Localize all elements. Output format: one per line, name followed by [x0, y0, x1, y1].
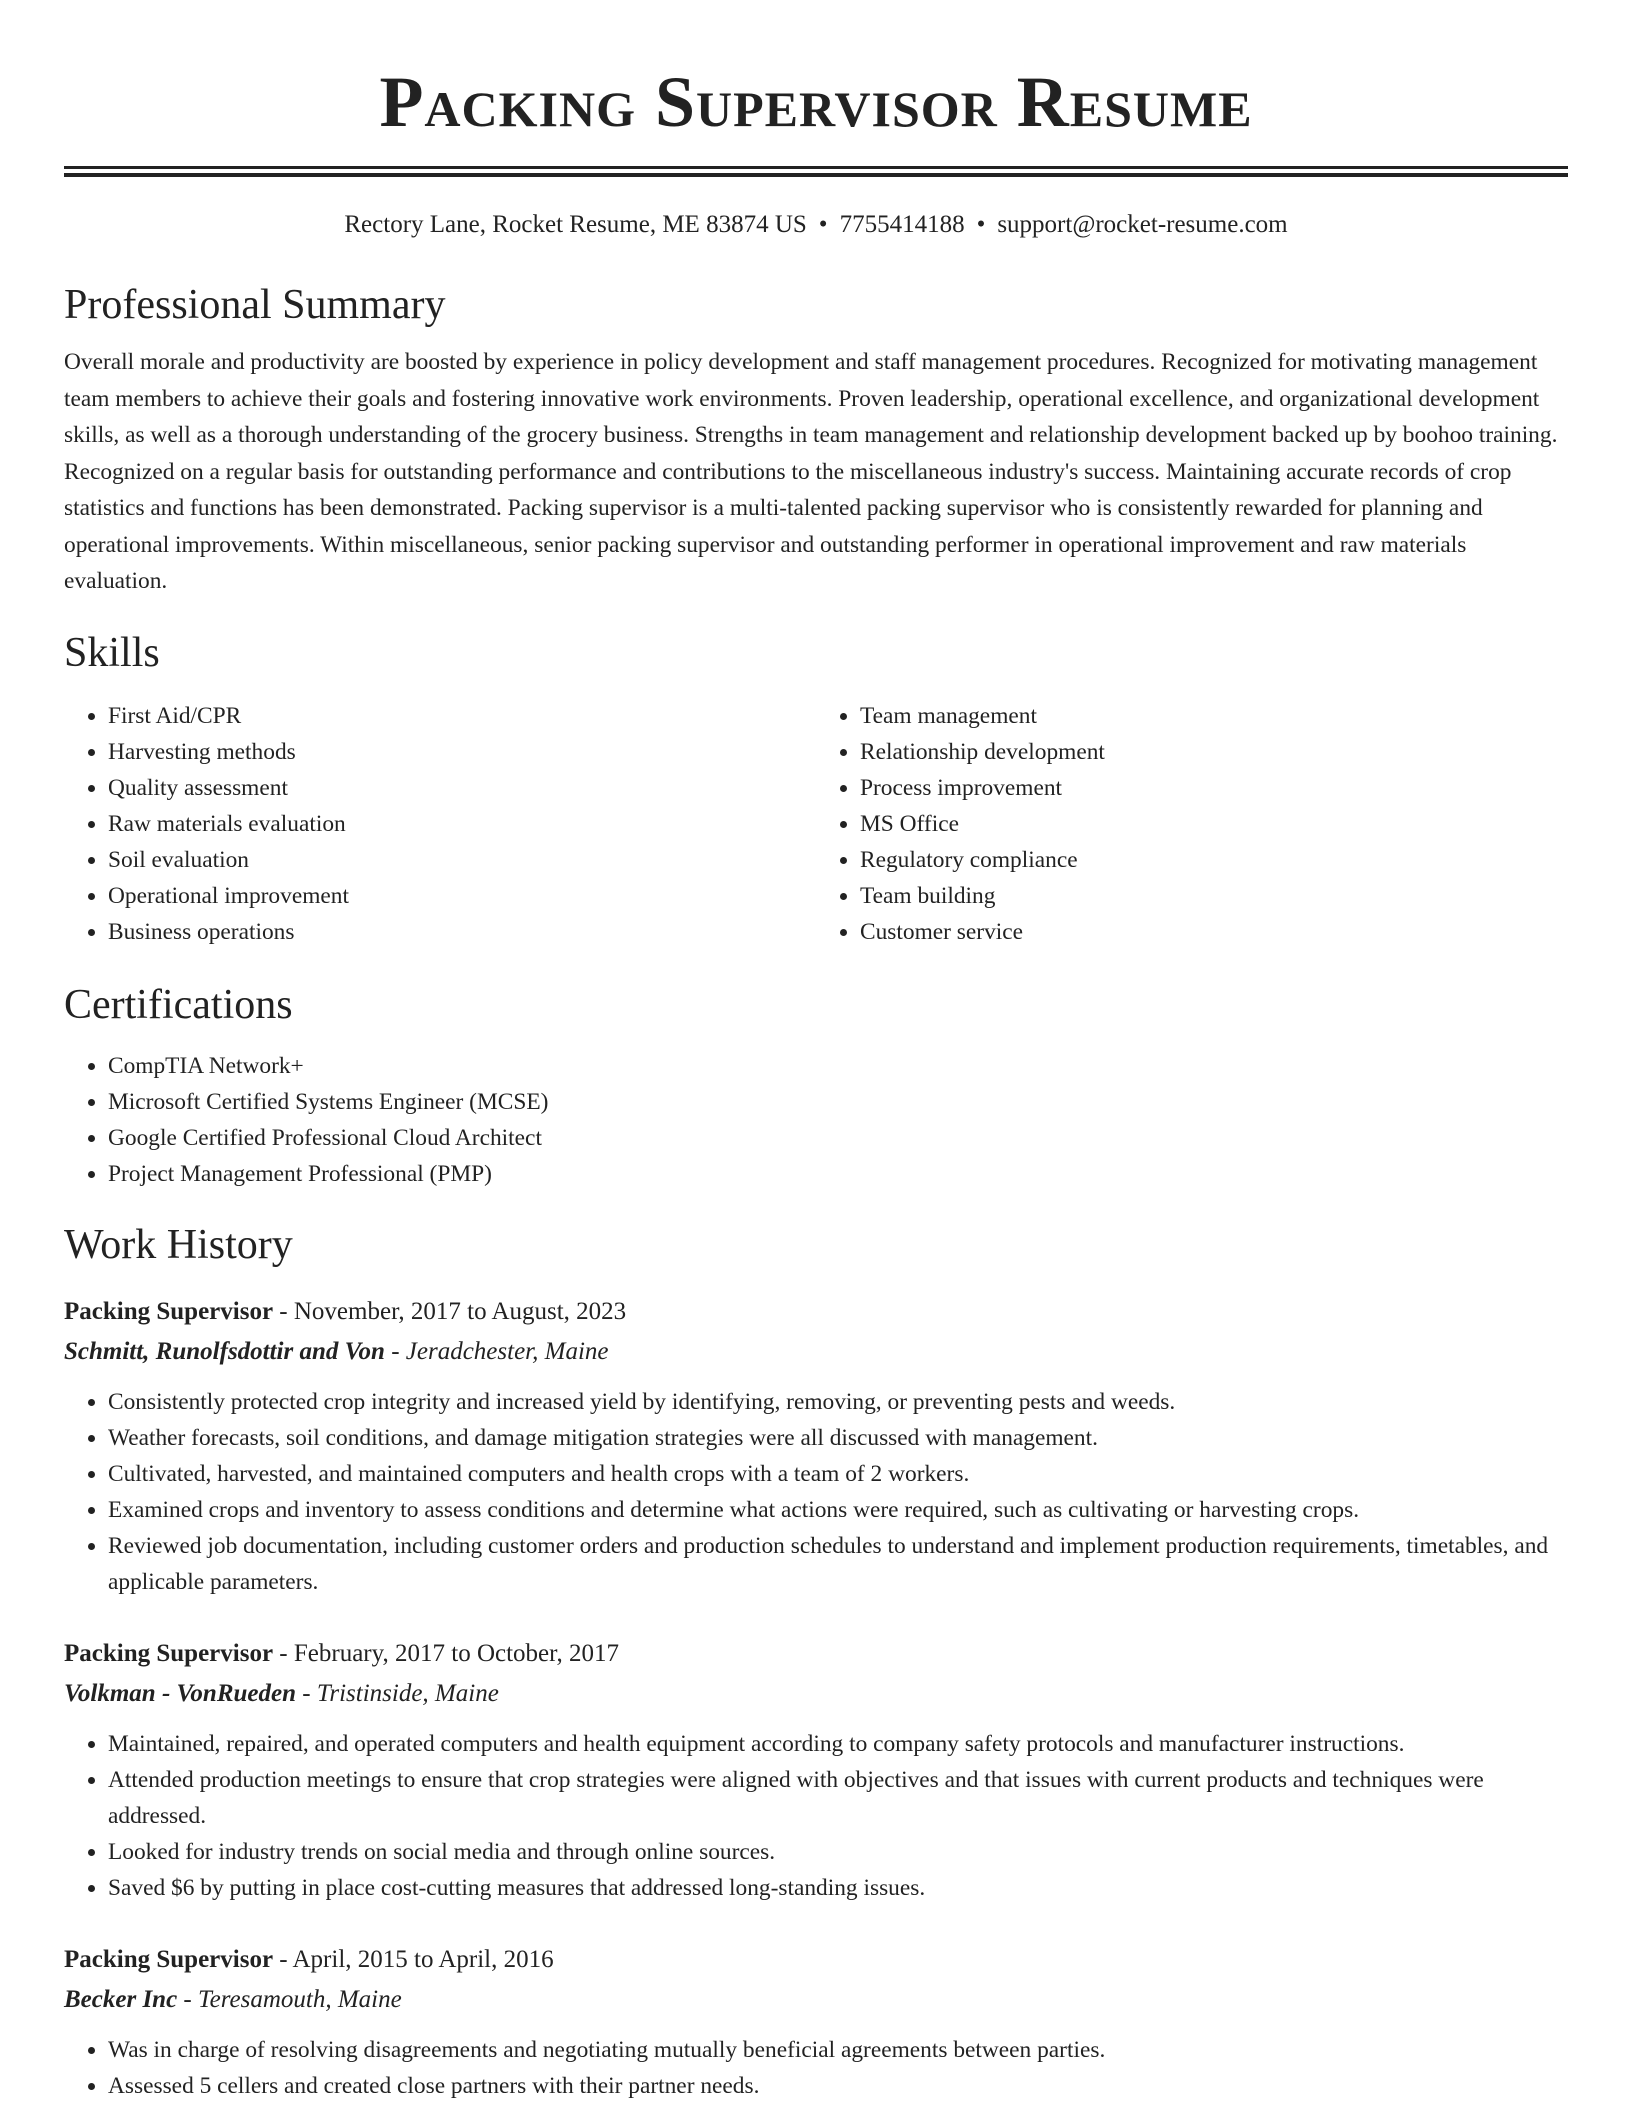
skills-right-list [816, 698, 1568, 950]
job-entry [64, 1292, 1568, 1600]
skill-item: • Process improvement [860, 770, 1568, 806]
job-title-line [64, 1292, 1568, 1332]
certifications-list [64, 1048, 1568, 1192]
job-company: Becker Inc [64, 1985, 178, 2013]
skill-item: • Relationship development [860, 734, 1568, 770]
job-dates: - April, 2015 to April, 2016 [273, 1945, 554, 1973]
skill-item: • First Aid/CPR [108, 698, 816, 734]
job-bullet: • Examined crops and inventory to assess conditions and determine what actions were required, such as cultivating or harvesting crops. [108, 1492, 1568, 1528]
job-location: - Jeradchester, Maine [384, 1337, 609, 1365]
job-title-line [64, 1940, 1568, 1980]
skill-item: • Operational improvement [108, 878, 816, 914]
skill-item: • Raw materials evaluation [108, 806, 816, 842]
job-entry [64, 1940, 1568, 2104]
skill-item: • Customer service [860, 914, 1568, 950]
certification-item: • CompTIA Network+ [108, 1048, 1568, 1084]
job-bullet: • Maintained, repaired, and operated computers and health equipment according to company safety protocols and manufacturer instructions. [108, 1726, 1568, 1762]
contact-separator: • [818, 211, 828, 238]
certifications-heading: Certifications [64, 981, 293, 1028]
skills-left-list [64, 698, 816, 950]
job-company-line [64, 1332, 1568, 1372]
skills-heading: Skills [64, 629, 160, 676]
job-entry [64, 1634, 1568, 1906]
contact-phone: 7755414188 [839, 211, 965, 238]
job-bullet: • Was in charge of resolving disagreements and negotiating mutually beneficial agreements between parties. [108, 2032, 1568, 2068]
job-bullet: • Assessed 5 cellers and created close partners with their partner needs. [108, 2068, 1568, 2104]
job-bullet: • Saved $6 by putting in place cost-cutting measures that addressed long-standing issues. [108, 1870, 1568, 1906]
skill-item: • Team building [860, 878, 1568, 914]
job-location: - Tristinside, Maine [296, 1679, 499, 1707]
certification-item: • Microsoft Certified Systems Engineer (MCSE) [108, 1084, 1568, 1120]
job-bullet: • Looked for industry trends on social media and through online sources. [108, 1834, 1568, 1870]
job-bullet: • Consistently protected crop integrity and increased yield by identifying, removing, or preventing pests and weeds. [108, 1384, 1568, 1420]
work-history-heading: Work History [64, 1221, 293, 1268]
job-company-line [64, 1980, 1568, 2020]
contact-address: Rectory Lane, Rocket Resume, ME 83874 US [344, 211, 807, 238]
job-bullets [64, 2032, 1568, 2104]
skills-columns [64, 698, 1568, 950]
summary-heading: Professional Summary [64, 282, 446, 328]
job-dates: - November, 2017 to August, 2023 [273, 1297, 627, 1325]
resume-page [64, 0, 1568, 2104]
job-bullet: • Attended production meetings to ensure that crop strategies were aligned with objectives and that issues with current products and techniques were addressed. [108, 1762, 1568, 1834]
job-title: Packing Supervisor [64, 1639, 274, 1667]
job-company: Schmitt, Runolfsdottir and Von [64, 1337, 385, 1365]
job-title: Packing Supervisor [64, 1297, 274, 1325]
title-rule-top [64, 166, 1568, 169]
certification-item: • Google Certified Professional Cloud Architect [108, 1120, 1568, 1156]
job-bullet: • Reviewed job documentation, including customer orders and production schedules to understand and implement production requirements, timetables, and applicable parameters. [108, 1528, 1568, 1600]
job-dates: - February, 2017 to October, 2017 [273, 1639, 619, 1667]
job-company: Volkman - VonRueden [64, 1679, 297, 1707]
skill-item: • Soil evaluation [108, 842, 816, 878]
job-bullet: • Cultivated, harvested, and maintained computers and health crops with a team of 2 workers. [108, 1456, 1568, 1492]
skill-item: • Harvesting methods [108, 734, 816, 770]
job-company-line [64, 1674, 1568, 1714]
job-title: Packing Supervisor [64, 1945, 274, 1973]
skill-item: • Quality assessment [108, 770, 816, 806]
contact-email: support@rocket-resume.com [997, 211, 1288, 238]
contact-line [64, 210, 1568, 240]
job-bullet: • Weather forecasts, soil conditions, and damage mitigation strategies were all discussed with management. [108, 1420, 1568, 1456]
skill-item: • Team management [860, 698, 1568, 734]
contact-separator: • [976, 211, 986, 238]
job-location: - Teresamouth, Maine [177, 1985, 402, 2013]
job-bullets [64, 1726, 1568, 1906]
summary-text: Overall morale and productivity are boosted by experience in policy development and staff management procedures. Recognized for motivating management team members to achieve their goals and fostering innovative work environments. Proven leadership, operational excellence, and organizational development skills, as well as a thorough understanding of the grocery business. Strengths in team management and relationship development backed up by boohoo training. Recognized on a regular basis for outstanding performance and contributions to the miscellaneous industry's success. Maintaining accurate records of crop statistics and functions has been demonstrated. Packing supervisor is a multi-talented packing supervisor who is consistently rewarded for planning and operational improvements. Within miscellaneous, senior packing supervisor and outstanding performer in operational improvement and raw materials evaluation. [64, 349, 1558, 594]
job-bullets [64, 1384, 1568, 1600]
skill-item: • MS Office [860, 806, 1568, 842]
resume-title: Packing Supervisor Resume [379, 62, 1253, 142]
skill-item: • Business operations [108, 914, 816, 950]
job-title-line [64, 1634, 1568, 1674]
certification-item: • Project Management Professional (PMP) [108, 1156, 1568, 1192]
title-rule-bottom [64, 173, 1568, 177]
skill-item: • Regulatory compliance [860, 842, 1568, 878]
